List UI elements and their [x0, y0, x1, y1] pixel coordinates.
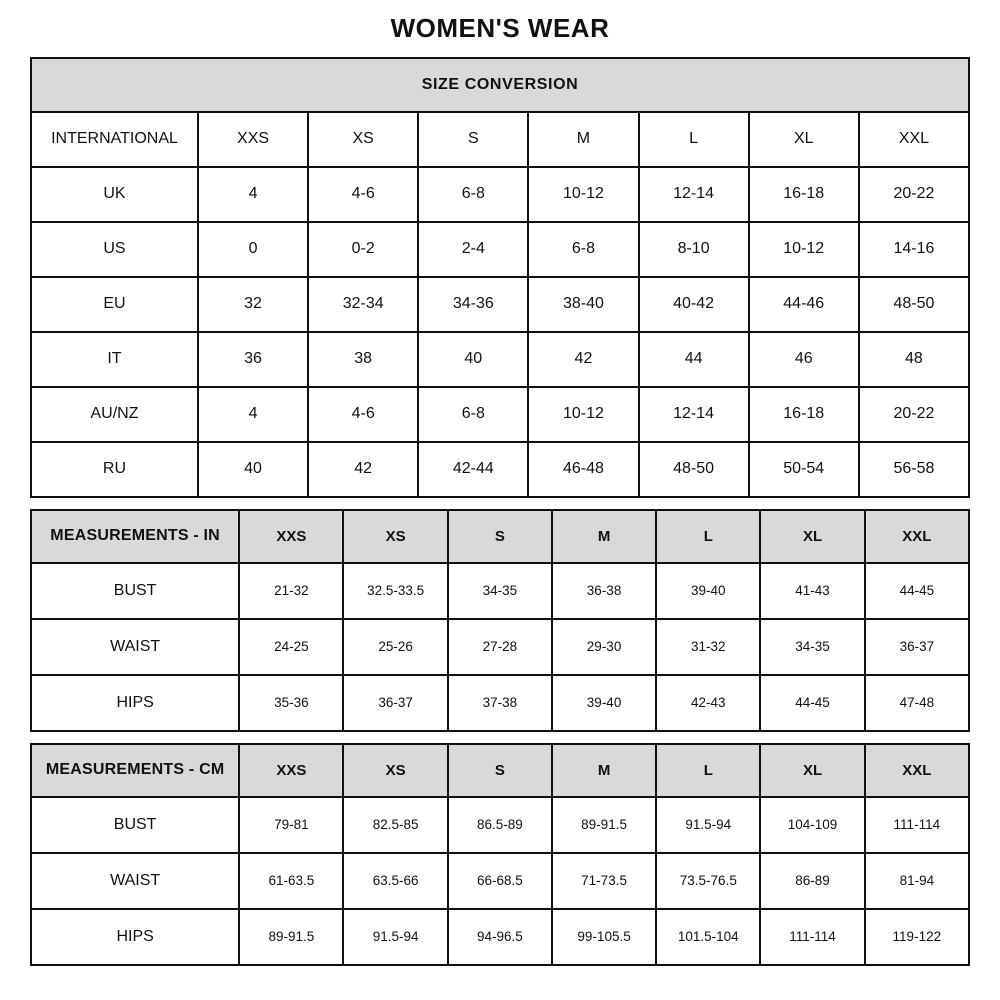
table-row-ru	[31, 442, 969, 497]
table-cell: 47-48	[865, 675, 969, 731]
table-cell: 32	[198, 277, 308, 332]
column-header-l: L	[656, 510, 760, 563]
table-row-eu	[31, 277, 969, 332]
column-header-international: INTERNATIONAL	[31, 112, 198, 167]
table-row-us	[31, 222, 969, 277]
table-cell: 46	[749, 332, 859, 387]
table-cell: 2-4	[418, 222, 528, 277]
table-cell: 24-25	[239, 619, 343, 675]
table-cell: 44-45	[865, 563, 969, 619]
table-row-aunz	[31, 387, 969, 442]
table-cell: 56-58	[859, 442, 969, 497]
column-header-xl: XL	[749, 112, 859, 167]
table-cell: 41-43	[760, 563, 864, 619]
table-cell: 38-40	[528, 277, 638, 332]
measurements-in-title: MEASUREMENTS - IN	[31, 510, 239, 563]
row-label: BUST	[31, 563, 239, 619]
table-cell: 36	[198, 332, 308, 387]
table-row-waist-cm	[31, 853, 969, 909]
table-cell: 37-38	[448, 675, 552, 731]
table-cell: 34-35	[760, 619, 864, 675]
row-label: US	[31, 222, 198, 277]
table-cell: 20-22	[859, 167, 969, 222]
column-header-s: S	[418, 112, 528, 167]
size-conversion-header-row	[31, 112, 969, 167]
table-cell: 40	[198, 442, 308, 497]
table-cell: 0	[198, 222, 308, 277]
column-header-xs: XS	[308, 112, 418, 167]
table-cell: 44	[639, 332, 749, 387]
table-row-waist-in	[31, 619, 969, 675]
table-cell: 4-6	[308, 387, 418, 442]
table-cell: 16-18	[749, 387, 859, 442]
table-cell: 73.5-76.5	[656, 853, 760, 909]
column-header-l: L	[639, 112, 749, 167]
column-header-xxl: XXL	[865, 510, 969, 563]
table-cell: 42	[308, 442, 418, 497]
column-header-m: M	[552, 744, 656, 797]
table-cell: 32.5-33.5	[343, 563, 447, 619]
table-cell: 38	[308, 332, 418, 387]
row-label: IT	[31, 332, 198, 387]
table-cell: 79-81	[239, 797, 343, 853]
table-cell: 4	[198, 167, 308, 222]
table-cell: 39-40	[656, 563, 760, 619]
column-header-xs: XS	[343, 744, 447, 797]
table-row-hips-in	[31, 675, 969, 731]
table-cell: 34-35	[448, 563, 552, 619]
table-cell: 10-12	[749, 222, 859, 277]
table-cell: 32-34	[308, 277, 418, 332]
table-cell: 44-46	[749, 277, 859, 332]
row-label: HIPS	[31, 909, 239, 965]
table-cell: 12-14	[639, 167, 749, 222]
column-header-s: S	[448, 510, 552, 563]
table-cell: 25-26	[343, 619, 447, 675]
row-label: WAIST	[31, 619, 239, 675]
measurements-cm-header-row	[31, 744, 969, 797]
table-row-bust-cm	[31, 797, 969, 853]
table-cell: 46-48	[528, 442, 638, 497]
table-cell: 36-37	[343, 675, 447, 731]
measurements-cm-table	[30, 743, 970, 966]
table-cell: 66-68.5	[448, 853, 552, 909]
table-cell: 44-45	[760, 675, 864, 731]
table-cell: 4	[198, 387, 308, 442]
row-label: UK	[31, 167, 198, 222]
table-cell: 99-105.5	[552, 909, 656, 965]
table-cell: 16-18	[749, 167, 859, 222]
table-row-it	[31, 332, 969, 387]
table-cell: 111-114	[760, 909, 864, 965]
measurements-in-table	[30, 509, 970, 732]
table-cell: 42-44	[418, 442, 528, 497]
table-cell: 81-94	[865, 853, 969, 909]
row-label: AU/NZ	[31, 387, 198, 442]
table-cell: 10-12	[528, 167, 638, 222]
table-cell: 61-63.5	[239, 853, 343, 909]
column-header-xxs: XXS	[239, 510, 343, 563]
table-cell: 91.5-94	[343, 909, 447, 965]
measurements-in-header-row	[31, 510, 969, 563]
table-cell: 42-43	[656, 675, 760, 731]
table-cell: 29-30	[552, 619, 656, 675]
table-cell: 31-32	[656, 619, 760, 675]
table-cell: 4-6	[308, 167, 418, 222]
column-header-xxs: XXS	[239, 744, 343, 797]
column-header-m: M	[528, 112, 638, 167]
table-cell: 91.5-94	[656, 797, 760, 853]
table-cell: 48-50	[859, 277, 969, 332]
column-header-xxl: XXL	[865, 744, 969, 797]
table-cell: 63.5-66	[343, 853, 447, 909]
page-title: WOMEN'S WEAR	[390, 13, 610, 43]
table-cell: 35-36	[239, 675, 343, 731]
table-cell: 50-54	[749, 442, 859, 497]
table-cell: 14-16	[859, 222, 969, 277]
table-cell: 10-12	[528, 387, 638, 442]
table-cell: 111-114	[865, 797, 969, 853]
table-cell: 94-96.5	[448, 909, 552, 965]
table-cell: 86-89	[760, 853, 864, 909]
table-cell: 12-14	[639, 387, 749, 442]
table-cell: 42	[528, 332, 638, 387]
table-cell: 82.5-85	[343, 797, 447, 853]
table-cell: 36-38	[552, 563, 656, 619]
table-cell: 119-122	[865, 909, 969, 965]
column-header-xxl: XXL	[859, 112, 969, 167]
row-label: EU	[31, 277, 198, 332]
table-cell: 0-2	[308, 222, 418, 277]
size-conversion-table	[30, 57, 970, 498]
table-cell: 40	[418, 332, 528, 387]
column-header-l: L	[656, 744, 760, 797]
column-header-xs: XS	[343, 510, 447, 563]
column-header-xxs: XXS	[198, 112, 308, 167]
measurements-cm-title: MEASUREMENTS - CM	[31, 744, 239, 797]
column-header-xl: XL	[760, 510, 864, 563]
table-cell: 21-32	[239, 563, 343, 619]
row-label: HIPS	[31, 675, 239, 731]
table-cell: 6-8	[528, 222, 638, 277]
table-cell: 6-8	[418, 387, 528, 442]
row-label: BUST	[31, 797, 239, 853]
row-label: WAIST	[31, 853, 239, 909]
table-cell: 104-109	[760, 797, 864, 853]
table-cell: 40-42	[639, 277, 749, 332]
table-cell: 6-8	[418, 167, 528, 222]
table-row-uk	[31, 167, 969, 222]
column-header-m: M	[552, 510, 656, 563]
table-cell: 89-91.5	[552, 797, 656, 853]
column-header-xl: XL	[760, 744, 864, 797]
table-cell: 8-10	[639, 222, 749, 277]
column-header-s: S	[448, 744, 552, 797]
table-cell: 27-28	[448, 619, 552, 675]
size-conversion-banner-row	[31, 58, 969, 112]
table-cell: 48	[859, 332, 969, 387]
table-cell: 86.5-89	[448, 797, 552, 853]
table-row-bust-in	[31, 563, 969, 619]
table-cell: 36-37	[865, 619, 969, 675]
row-label: RU	[31, 442, 198, 497]
table-cell: 48-50	[639, 442, 749, 497]
table-cell: 101.5-104	[656, 909, 760, 965]
table-cell: 71-73.5	[552, 853, 656, 909]
table-cell: 20-22	[859, 387, 969, 442]
table-row-hips-cm	[31, 909, 969, 965]
table-cell: 39-40	[552, 675, 656, 731]
size-conversion-title: SIZE CONVERSION	[31, 58, 969, 112]
table-cell: 34-36	[418, 277, 528, 332]
table-cell: 89-91.5	[239, 909, 343, 965]
